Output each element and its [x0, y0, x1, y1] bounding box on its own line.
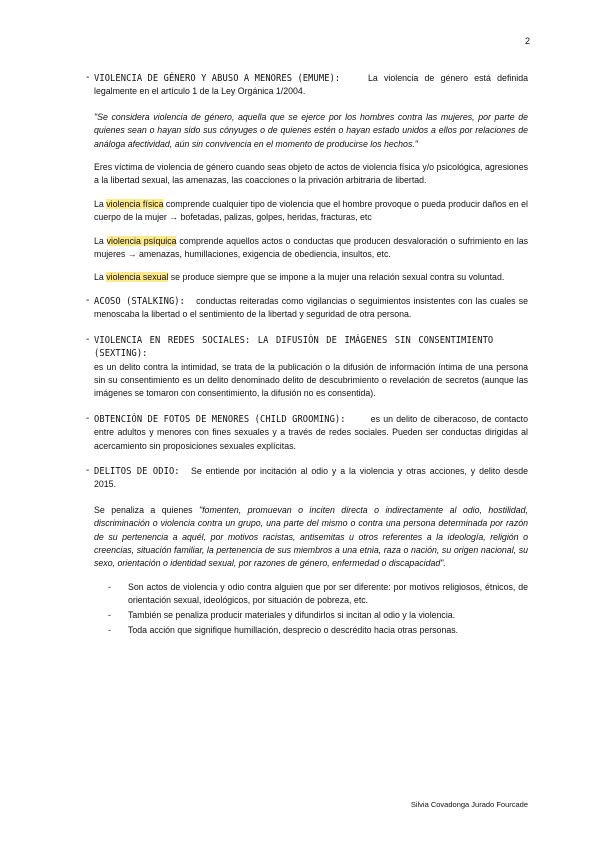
section-gender-violence: [86, 72, 528, 99]
section-text: es un delito contra la intimidad, se trata de la publicación o la difusión de información íntima de una persona sin su consentimiento es un delito denominado delito de descubrimiento o revelación de secretos (aunque las imágenes se tomaron con consentimiento, la difusión no es consentida).: [94, 361, 528, 399]
victim-paragraph: Eres víctima de violencia de género cuando seas objeto de actos de violencia física y/o psicológica, agresiones a la libertad sexual, las amenazas, las coacciones o la privación arbitraria de libertad.: [94, 162, 528, 186]
section-heading: VIOLENCIA DE GÉNERO Y ABUSO A MENORES (EMUME):: [94, 73, 341, 84]
dash-marker: -: [86, 464, 90, 476]
list-item: - También se penaliza producir materiales y difundirlos si incitan al odio y la violencia.: [108, 609, 456, 620]
sexual-violence-paragraph: La violencia sexual se produce siempre que se impone a la mujer una relación sexual contra su voluntad.: [94, 272, 505, 283]
section-text: es un delito de ciberacoso, de contacto entre adultos y menores con fines sexuales y a través de redes sociales. Pueden ser conductas dirigidas al acercamiento sin proposiciones sexuales explícitas.: [94, 413, 528, 451]
dash-marker: -: [86, 294, 90, 306]
section-text: La violencia de género está definida legalmente en el artículo 1 de la Ley Orgánica 1/2004.: [94, 73, 528, 97]
section-heading: ACOSO (STALKING):: [94, 295, 186, 307]
section-hate-crimes: [86, 464, 528, 492]
page-number: 2: [524, 36, 530, 46]
dash-marker: -: [86, 333, 90, 345]
section-heading: OBTENCIÓN DE FOTOS DE MENORES (CHILD GROOMING):: [94, 413, 346, 425]
section-sexting: [86, 333, 528, 401]
section-text: Se entiende por incitación al odio y a la violencia y otras acciones, y delito desde 2015.: [94, 465, 528, 490]
psychological-violence-paragraph: La violencia psíquica comprende aquellos actos o conductas que producen desvaloración o sufrimiento en las mujeres → amenazas, humillaciones, exigencia de obediencia, insultos, etc.: [94, 235, 528, 260]
section-heading: VIOLENCIA EN REDES SOCIALES: LA DIFUSIÓN DE IMÁGENES SIN CONSENTIMIENTO (SEXTING):: [94, 334, 494, 360]
document-body: [86, 72, 529, 639]
gender-definition-quote: "Se considera violencia de género, aquella que se ejerce por los hombres contra las mujeres, por parte de quienes sean o hayan sido sus cónyuges o de quienes estén o hayan estado unidos a ellos por relaciones de análoga afectividad, aún sin convivencia en el momento de producirse los hechos.": [94, 111, 528, 149]
highlight-sexual: violencia sexual: [106, 272, 169, 283]
dash-marker: -: [86, 72, 90, 83]
highlight-physical: violencia física: [106, 198, 164, 209]
highlight-psychological: violencia psíquica: [106, 235, 177, 246]
list-item: - Toda acción que signifique humillación, desprecio o descrédito hacia otras personas.: [108, 624, 459, 635]
hate-penalty-paragraph: Se penaliza a quienes "fomenten, promuevan o inciten directa o indirectamente al odio, hostilidad, discriminación o violencia contra un grupo, una parte del mismo o contra una persona determinada por razón de su pertenencia a aquél, por motivos racistas, antisemitas u otros referentes a la ideología, religión o creencias, situación familiar, la pertenencia de sus miembros a una etnia, raza o nación, su origen nacional, su sexo, orientación o identidad sexual, por razones de género, enfermedad o discapacidad".: [94, 504, 529, 569]
physical-violence-paragraph: La violencia física comprende cualquier tipo de violencia que el hombre provoque o pueda producir daños en el cuerpo de la mujer → bofetadas, palizas, golpes, heridas, fracturas, etc: [94, 198, 528, 223]
hate-penalty-quote: "fomenten, promuevan o inciten directa o indirectamente al odio, hostilidad, discriminación o violencia contra un grupo, una parte del mismo o contra una persona determinada por razón de su pertenencia a aquél, por motivos racistas, antisemitas u otros referentes a la ideología, religión o creencias, situación familiar, la pertenencia de sus miembros a una etnia, raza o nación, su origen nacional, su sexo, orientación o identidad sexual, por razones de género, enfermedad o discapacidad".: [94, 504, 529, 569]
section-stalking: [86, 294, 528, 322]
section-heading: DELITOS DE ODIO:: [94, 465, 180, 477]
list-item: - Son actos de violencia y odio contra alguien que por ser diferente: por motivos religiosos, étnicos, de orientación sexual, ideológicos, por situación de pobreza, etc.: [108, 581, 528, 605]
section-grooming: [86, 412, 528, 453]
section-text: conductas reiteradas como vigilancias o seguimientos insistentes con las cuales se menoscaba la libertad o el sentimiento de la libertad y seguridad de otra persona.: [94, 295, 528, 320]
bullet-list: [94, 581, 528, 637]
dash-marker: -: [86, 412, 90, 424]
author-footer: Silvia Covadonga Jurado Fourcade: [410, 800, 528, 809]
